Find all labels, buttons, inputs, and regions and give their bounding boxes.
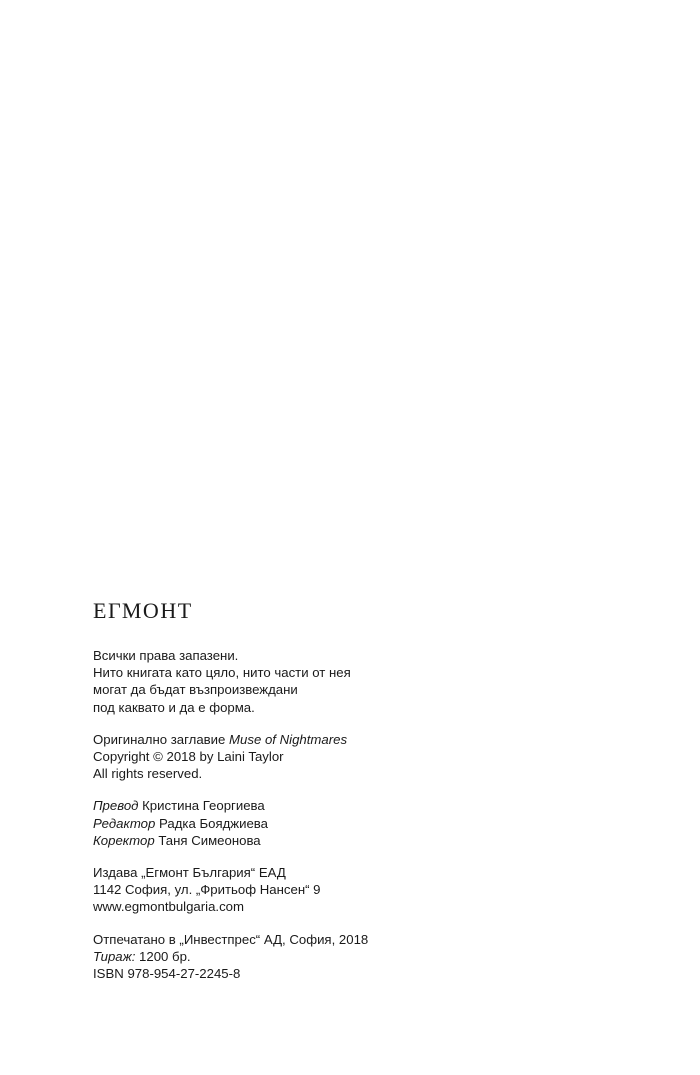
credits-block [93,797,653,849]
credit-editor [93,815,653,832]
credit-proofreader [93,832,653,849]
original-title-block [93,731,653,783]
rights-line: Нито книгата като цяло, нито части от нея [93,665,351,681]
print-run-label: Тираж: [93,948,136,964]
credit-role: Редактор [93,815,156,831]
credit-role: Превод [93,798,139,814]
all-rights-reserved: All rights reserved. [93,766,203,782]
rights-line: под каквато и да е форма. [93,699,255,715]
rights-notice [93,647,653,716]
isbn: ISBN 978-954-27-2245-8 [93,966,241,982]
credit-translator [93,797,653,814]
copyright-line: Copyright © 2018 by Laini Taylor [93,749,284,765]
print-run-value: 1200 бр. [139,948,191,964]
copyright-imprint [93,598,653,997]
original-title-label: Оригинално заглавие [93,731,226,747]
credit-role: Коректор [93,832,155,848]
publisher-website: www.egmontbulgaria.com [93,899,244,915]
credit-name: Радка Бояджиева [159,815,268,831]
publisher-address: 1142 София, ул. „Фритьоф Нансен“ 9 [93,882,321,898]
publisher-block [93,864,653,916]
rights-line: Всички права запазени. [93,648,239,663]
credit-name: Кристина Георгиева [142,798,265,814]
printed-by: Отпечатано в „Инвестпрес“ АД, София, 2018 [93,931,369,947]
printing-block [93,931,653,983]
print-run [93,948,653,965]
original-title: Muse of Nightmares [229,731,348,747]
original-title-line [93,731,653,748]
credit-name: Таня Симеонова [158,832,261,848]
rights-line: могат да бъдат възпроизвеждани [93,682,298,698]
publisher-name: Издава „Егмонт България“ ЕАД [93,865,286,881]
publisher-logo: ЕГМОНТ [93,598,193,623]
